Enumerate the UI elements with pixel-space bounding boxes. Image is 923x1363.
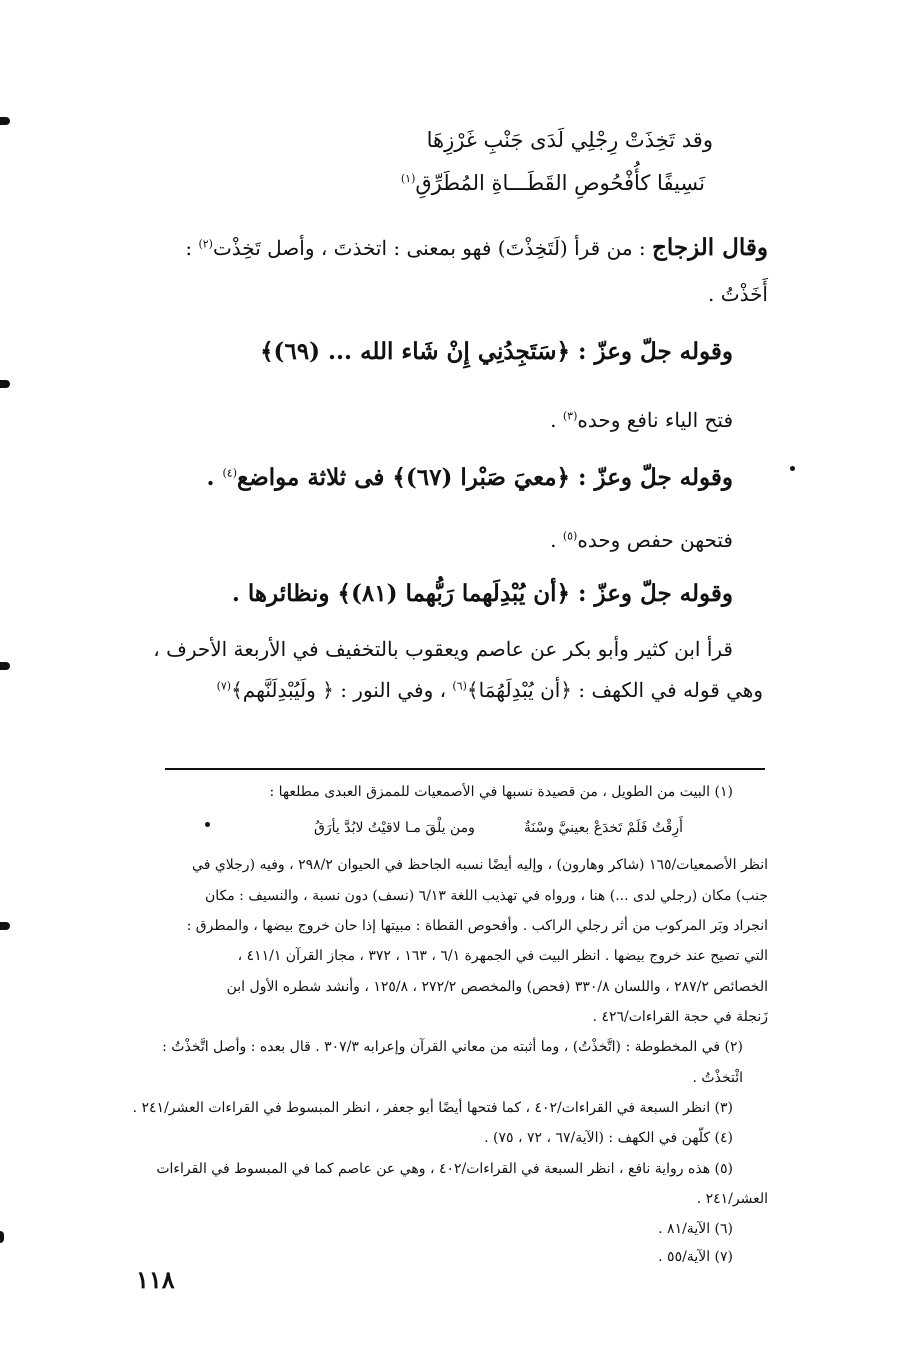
- verse-81-note-line-1-text: قرأ ابن كثير وأبو بكر عن عاصم ويعقوب بالتخفيف في الأربعة الأحرف ،: [153, 637, 733, 661]
- footnote-1-line-8: [593, 1009, 768, 1025]
- footnote-1-line-3-text: انظر الأصمعيات/١٦٥ (شاكر وهارون) ، وإليه أيضًا نسبه الجاحظ في الحيوان ٢٩٨/٢ ، وفيه (رجلاي في: [192, 857, 768, 873]
- zajjaj-paragraph: [185, 234, 768, 261]
- zajjaj-cont-text: أَخَذْتُ .: [708, 282, 768, 306]
- verse-67-tail: .: [206, 464, 223, 491]
- footnote-2-line-1: [162, 1039, 743, 1055]
- scan-mark: [0, 380, 10, 388]
- footnote-ref-6: (٦): [452, 679, 467, 693]
- verse-67-note: [550, 528, 733, 552]
- footnote-ref-2: (٢): [198, 237, 213, 251]
- scan-mark: [0, 662, 10, 670]
- footnote-7: [658, 1249, 733, 1265]
- footnote-7-text: (٧) الآية/٥٥ .: [658, 1249, 733, 1265]
- zajjaj-continuation: [708, 282, 768, 306]
- zajjaj-tail: :: [185, 236, 199, 260]
- zajjaj-lead: وقال الزجاج: [652, 234, 768, 261]
- footnote-1-line-8-text: زَنجلة في حجة القراءات/٤٢٦ .: [592, 1009, 768, 1025]
- footnote-4: [484, 1130, 733, 1146]
- footnote-3-text: (٣) انظر السبعة في القراءات/٤٠٢ ، كما فتحها أيضًا أبو جعفر ، انظر المبسوط في القراءات العشر/٢٤١ .: [132, 1100, 733, 1116]
- footnote-2-text: (٢) في المخطوطة : (اتَّخذْتُ) ، وما أثبته من معاني القرآن وإعرابه ٣٠٧/٣ . قال بعده : وأصل اتَّخذْتُ :: [162, 1039, 743, 1055]
- verse-67-note-tail: .: [550, 528, 563, 552]
- poem-line-1: [427, 128, 713, 152]
- footnote-1-text: (١) البيت من الطويل ، من قصيدة نسبها في الأصمعيات للممزق العبدى مطلعها :: [269, 784, 733, 800]
- verse-67-note-text: فتحهن حفص وحده: [577, 528, 733, 552]
- footnote-4-text: (٤) كلّهن في الكهف : (الآية/٦٧ ، ٧٢ ، ٧٥) .: [484, 1130, 733, 1146]
- verse-81-note-line-1: [153, 637, 733, 661]
- scan-mark: [0, 1231, 4, 1243]
- footnote-1-verse: [314, 820, 683, 836]
- footnote-1-line-5-text: انجراد وبَر المركوب من أثر رجلي الراكب . وأفحوص القطاة : مبيتها إذا حان خروج بيضها ، والمطرق :: [186, 918, 768, 934]
- verse-67-heading: [206, 464, 733, 491]
- verse-69-text: وقوله جلّ وعزّ : ﴿سَتَجِدُنِي إِنْ شَاء الله ... (٦٩)﴾: [260, 338, 733, 365]
- poem-line-2-text: نَسِيفًا كأُفْحُوصِ القَطَـــاةِ المُطَرِّقِ: [415, 171, 705, 195]
- speck: [205, 822, 210, 827]
- footnote-1-line-4: [205, 888, 768, 904]
- scan-mark: [0, 117, 10, 125]
- verse-69-note: [550, 408, 733, 432]
- footnote-ref-4: (٤): [222, 466, 237, 480]
- footnote-1-line-6-text: التي تصيح عند خروج بيضها . انظر البيت في الجمهرة ٦/١ ، ١٦٣ ، ٣٧٢ ، مجاز القرآن ٤١١/١ ،: [237, 948, 768, 964]
- verse-81-note-line-2a: وهي قوله في الكهف : ﴿أن يُبْدِلَهُمَا﴾: [466, 678, 763, 702]
- footnote-1-verse-a: أَرِقْتُ فَلَمْ تَخدَعْ بعينيَّ وسْنَةٌ: [523, 820, 683, 836]
- poem-line-2: [401, 171, 705, 195]
- footnote-ref-5: (٥): [562, 529, 578, 543]
- verse-81-text: وقوله جلّ وعزّ : ﴿أن يُبْدِلَهما رَبُّهما (٨١)﴾ ونظائرها .: [231, 580, 733, 607]
- footnote-3: [133, 1100, 733, 1116]
- footnote-1-line-7: [227, 979, 768, 995]
- footnote-1-verse-b: ومن يلْقَ مـا لاقيْتُ لابُدَّ يأرَقُ: [314, 820, 475, 836]
- footnote-5-line-2-text: العشر/٢٤١ .: [696, 1191, 768, 1207]
- page-number: ١١٨: [136, 1265, 175, 1294]
- poem-line-1-text: وقد تَخِذَتْ رِجْلِي لَدَى جَنْبِ غَرْزِهَا: [426, 128, 713, 152]
- footnote-1-line-7-text: الخصائص ٢٨٧/٢ ، واللسان ٣٣٠/٨ (فحص) والمخصص ٢٧٢/٢ ، ١٢٥/٨ ، وأنشد شطره الأول ابن: [226, 979, 768, 995]
- footnote-ref-3: (٣): [562, 409, 578, 423]
- footnote-1-line-5: [187, 918, 768, 934]
- footnote-2-line-2: [693, 1070, 743, 1086]
- footnote-6: [658, 1221, 733, 1237]
- verse-81-note-line-2b: ، وفي النور : ﴿ ولَيُبْدِلَنَّهم﴾: [231, 678, 453, 702]
- zajjaj-text: : من قرأ (لَتَخِذْتَ) فهو بمعنى : اتخذتَ ، وأصل تَخِذْت: [212, 236, 646, 260]
- footnote-1-line-1: [269, 784, 733, 800]
- verse-69-heading: [260, 338, 733, 365]
- footnote-ref-7: (٧): [216, 679, 232, 693]
- footnote-separator: [165, 768, 765, 770]
- footnote-1-line-6: [238, 948, 768, 964]
- scan-mark: [0, 922, 10, 930]
- footnote-1-line-4-text: جنب) مكان (رجلي لدى ...) هنا ، ورواه في تهذيب اللغة ٦/١٣ (نسف) دون نسبة ، والنسيف : مكان: [204, 888, 768, 904]
- verse-69-note-tail: .: [550, 408, 563, 432]
- verse-81-note-line-2: [217, 678, 763, 702]
- footnote-6-text: (٦) الآية/٨١ .: [658, 1221, 733, 1237]
- footnote-5-line-2: [697, 1191, 768, 1207]
- footnote-ref-1: (١): [400, 172, 416, 185]
- footnote-5-line-1: [156, 1161, 733, 1177]
- footnote-2-line-2-text: ائْتخذْتُ .: [692, 1070, 743, 1086]
- speck: [790, 466, 795, 471]
- verse-67-text: وقوله جلّ وعزّ : ﴿معيَ صَبْرا (٦٧)﴾ فى ثلاثة مواضع: [236, 464, 733, 491]
- verse-69-note-text: فتح الياء نافع وحده: [577, 408, 733, 432]
- footnote-1-line-3: [192, 857, 768, 873]
- footnote-5-text: (٥) هذه رواية نافع ، انظر السبعة في القراءات/٤٠٢ ، وهي عن عاصم كما في المبسوط في القراءات: [156, 1161, 733, 1177]
- verse-81-heading: [232, 580, 733, 607]
